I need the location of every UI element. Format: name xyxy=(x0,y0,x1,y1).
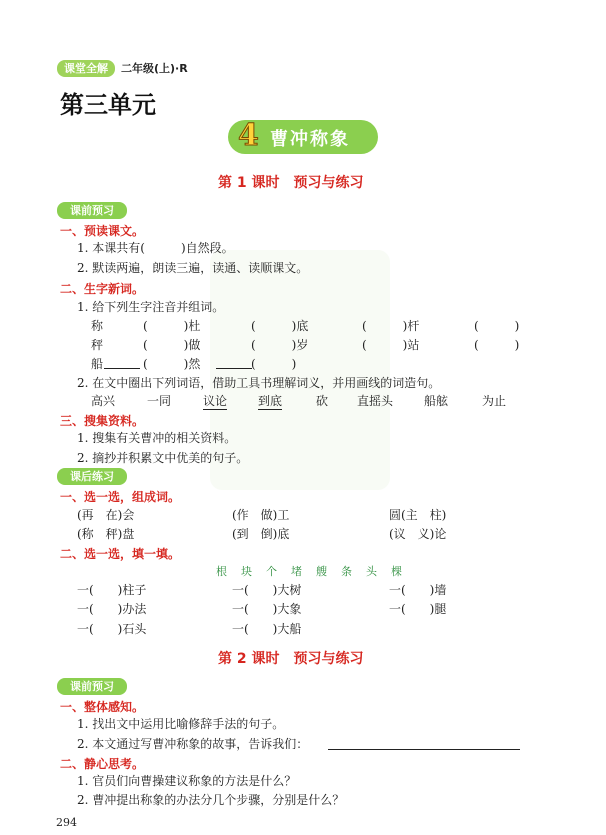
char-row-2-item: ( ) xyxy=(474,338,520,352)
char-row-2-item: ( )做 xyxy=(143,338,201,352)
unit-title: 第三单元 xyxy=(60,91,156,119)
char-row-2-item: ( )站 xyxy=(362,338,420,352)
period-2-heading: 第 2 课时 预习与练习 xyxy=(218,651,364,667)
pre-study-tag-2: 课前预习 xyxy=(57,678,127,695)
choice-item: 圆(主 柱) xyxy=(389,508,447,522)
vocab-word: 船舷 xyxy=(424,394,449,408)
fill-item: 一( )墙 xyxy=(389,583,447,597)
new-words-line-2: 2. 在文中圈出下列词语，借助工具书理解词义，并用画线的词造句。 xyxy=(77,376,441,390)
research-line-1: 1. 搜集有关曹冲的相关资料。 xyxy=(77,431,237,445)
vocab-word-underlined: 到底 xyxy=(258,394,283,408)
char-row-2-item: 秤 xyxy=(91,338,104,352)
overview-line-2: 2. 本文通过写曹冲称象的故事，告诉我们： xyxy=(77,737,309,751)
fill-item: 一( )腿 xyxy=(389,602,447,616)
lesson-title: 曹冲称象 xyxy=(270,129,350,150)
char-row-3-item: 船 xyxy=(91,357,104,371)
char-row-3-item: ( ) xyxy=(251,357,297,371)
preread-line-1: 1. 本课共有( )自然段。 xyxy=(77,241,234,255)
measure-word-bank: 根块个堵艘条头棵 xyxy=(216,565,416,578)
vocab-word: 为止 xyxy=(482,394,507,408)
lesson-number: 4 xyxy=(238,118,259,153)
fill-item: 一( )柱子 xyxy=(77,583,147,597)
fill-item: 一( )石头 xyxy=(77,622,147,636)
vocab-word: 高兴 xyxy=(91,394,116,408)
section-reflection: 二、静心思考。 xyxy=(60,757,145,771)
section-fill-in: 二、选一选，填一填。 xyxy=(60,547,181,561)
post-practice-tag: 课后练习 xyxy=(57,468,127,485)
reflection-line-1: 1. 官员们向曹操建议称象的方法是什么？ xyxy=(77,774,297,788)
choice-item: (议 义)论 xyxy=(389,527,447,541)
char-row-1-item: ( ) xyxy=(474,319,520,333)
preread-line-2: 2. 默读两遍，朗读三遍，读通、读顺课文。 xyxy=(77,261,309,275)
section-research: 三、搜集资料。 xyxy=(60,414,145,428)
fill-item: 一( )大树 xyxy=(232,583,302,597)
char-row-1-item: 称 xyxy=(91,319,104,333)
choice-item: (再 在)会 xyxy=(77,508,135,522)
fill-item: 一( )大象 xyxy=(232,602,302,616)
vocab-word: 砍 xyxy=(316,394,329,408)
pre-study-tag: 课前预习 xyxy=(57,202,127,219)
answer-blank-line xyxy=(328,749,520,750)
overview-line-1: 1. 找出文中运用比喻修辞手法的句子。 xyxy=(77,717,285,731)
section-new-words: 二、生字新词。 xyxy=(60,282,145,296)
char-row-2-item: ( )岁 xyxy=(251,338,309,352)
grade-label: 二年级(上)·R xyxy=(121,62,188,75)
section-overview: 一、整体感知。 xyxy=(60,700,145,714)
vocab-word: 直摇头 xyxy=(357,394,394,408)
brand-badge: 课堂全解 xyxy=(57,60,115,77)
char-row-1-item: ( )杜 xyxy=(143,319,201,333)
vocab-word-underlined: 议论 xyxy=(203,394,228,408)
choice-item: (到 倒)底 xyxy=(232,527,290,541)
new-words-line-1: 1. 给下列生字注音并组词。 xyxy=(77,300,225,314)
choice-item: (作 做)工 xyxy=(232,508,290,522)
period-1-heading: 第 1 课时 预习与练习 xyxy=(218,175,364,191)
char-row-1-item: ( )底 xyxy=(251,319,309,333)
section-preread: 一、预读课文。 xyxy=(60,224,145,238)
fill-item: 一( )大船 xyxy=(232,622,302,636)
fill-item: 一( )办法 xyxy=(77,602,147,616)
char-row-1-item: ( )杆 xyxy=(362,319,420,333)
section-choose-words: 一、选一选，组成词。 xyxy=(60,490,181,504)
page-number: 294 xyxy=(56,816,77,829)
choice-item: (称 秤)盘 xyxy=(77,527,135,541)
research-line-2: 2. 摘抄并积累文中优美的句子。 xyxy=(77,451,249,465)
blank-line xyxy=(216,368,252,369)
blank-line xyxy=(104,368,140,369)
vocab-word: 一同 xyxy=(147,394,172,408)
reflection-line-2: 2. 曹冲提出称象的办法分几个步骤，分别是什么？ xyxy=(77,793,345,807)
char-row-3-item: ( )然 xyxy=(143,357,201,371)
